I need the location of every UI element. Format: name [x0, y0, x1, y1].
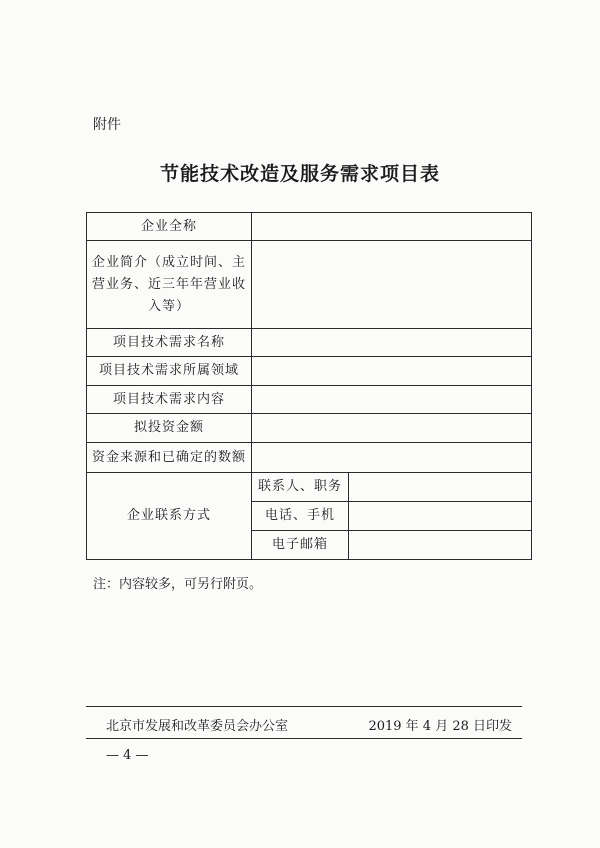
company-name-label: 企业全称	[87, 213, 252, 241]
contact-person-label: 联系人、职务	[252, 473, 349, 502]
footnote: 注：内容较多，可另行附页。	[93, 577, 263, 592]
table-row	[87, 241, 532, 329]
fund-source-field[interactable]	[252, 443, 532, 473]
contact-person-field[interactable]	[349, 473, 532, 502]
footer-bottom-rule	[86, 738, 522, 739]
table-row	[87, 414, 532, 443]
fund-source-label: 资金来源和已确定的数额	[87, 443, 252, 473]
contact-label: 企业联系方式	[87, 473, 252, 560]
project-name-field[interactable]	[252, 329, 532, 357]
project-name-label: 项目技术需求名称	[87, 329, 252, 357]
project-field-label: 项目技术需求所属领域	[87, 357, 252, 386]
email-label: 电子邮箱	[252, 531, 349, 560]
table-row	[87, 443, 532, 473]
project-content-field[interactable]	[252, 386, 532, 414]
phone-field[interactable]	[349, 502, 532, 531]
page-title: 节能技术改造及服务需求项目表	[159, 163, 440, 185]
company-intro-label: 企业简介（成立时间、主营业务、近三年年营业收入等）	[87, 241, 252, 329]
issuer-text: 北京市发展和改革委员会办公室	[106, 719, 289, 734]
table-row	[87, 386, 532, 414]
table-row	[87, 213, 532, 241]
requirement-form-table	[86, 212, 532, 560]
issue-date-text: 2019 年 4 月 28 日印发	[368, 719, 512, 734]
company-name-field[interactable]	[252, 213, 532, 241]
table-row	[87, 329, 532, 357]
attachment-label: 附件	[93, 117, 121, 133]
phone-label: 电话、手机	[252, 502, 349, 531]
footer-top-rule	[86, 706, 522, 707]
project-content-label: 项目技术需求内容	[87, 386, 252, 414]
table-row	[87, 357, 532, 386]
table-row	[87, 473, 532, 502]
page-number: — 4 —	[106, 748, 149, 763]
project-field-field[interactable]	[252, 357, 532, 386]
planned-investment-label: 拟投资金额	[87, 414, 252, 443]
planned-investment-field[interactable]	[252, 414, 532, 443]
email-field[interactable]	[349, 531, 532, 560]
company-intro-field[interactable]	[252, 241, 532, 329]
